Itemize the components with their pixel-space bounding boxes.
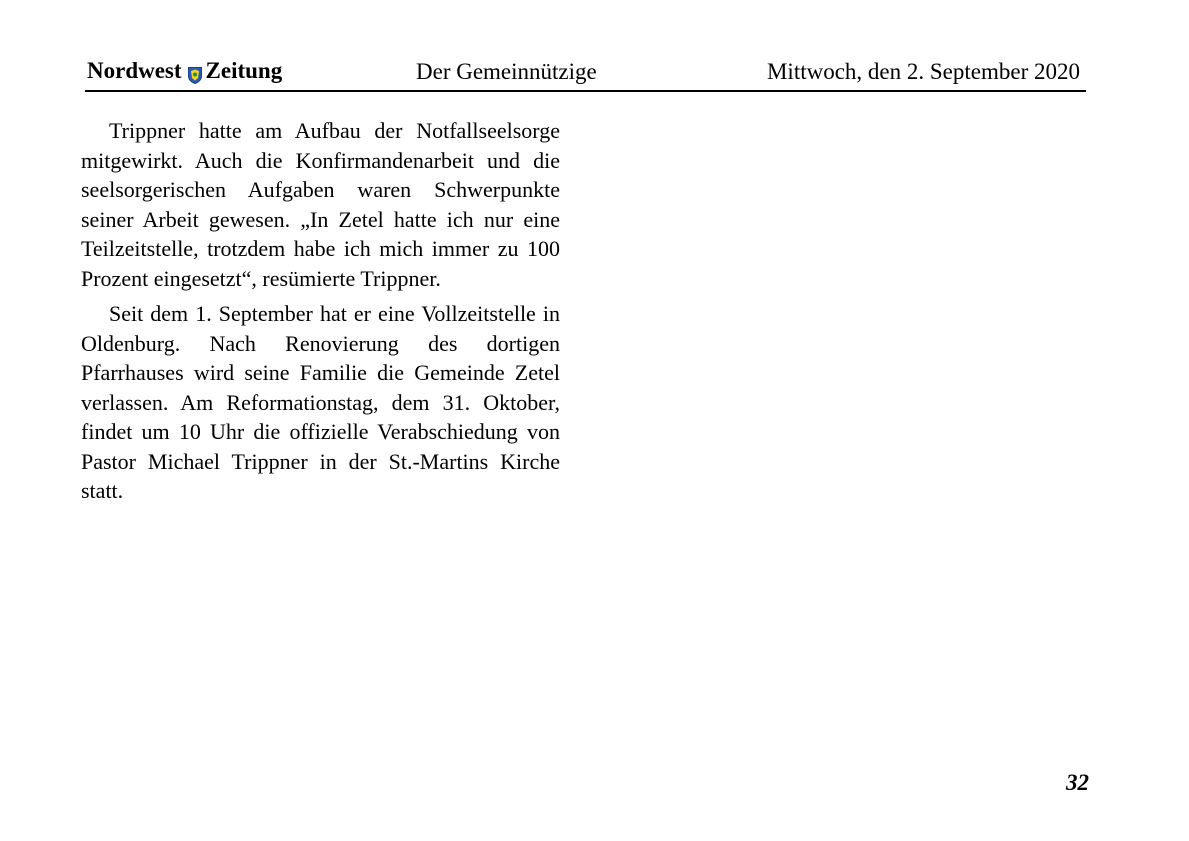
publication-date: Mittwoch, den 2. September 2020	[766, 59, 1080, 84]
crest-icon	[188, 64, 202, 81]
article-paragraph-2: Seit dem 1. September hat er eine Vollzeitstelle in Oldenburg. Nach Renovierung des dortigen Pfarrhauses wird seine Familie die Gemeinde Zetel verlassen. Am Reformationstag, dem 31. Oktober, findet um 10 Uhr die offizielle Verabschiedung von Pastor Michael Trippner in der St.-Martins Kirche statt.	[81, 301, 560, 503]
newspaper-brand	[87, 58, 282, 84]
brand-name-right: Zeitung	[205, 58, 283, 83]
article-column	[81, 116, 560, 512]
page-number: 32	[1066, 770, 1089, 795]
publication-title: Der Gemeinnützige	[416, 59, 597, 84]
brand-name-left: Nordwest	[87, 58, 182, 83]
page-header	[85, 56, 1086, 92]
article-paragraph-1: Trippner hatte am Aufbau der Notfallseelsorge mitgewirkt. Auch die Konfirmandenarbeit und die seelsorgerischen Aufgaben waren Schwerpunkte seiner Arbeit gewesen. „In Zetel hatte ich nur eine Teilzeitstelle, trotzdem habe ich mich immer zu 100 Prozent eingesetzt“, resümierte Trippner.	[81, 118, 560, 291]
